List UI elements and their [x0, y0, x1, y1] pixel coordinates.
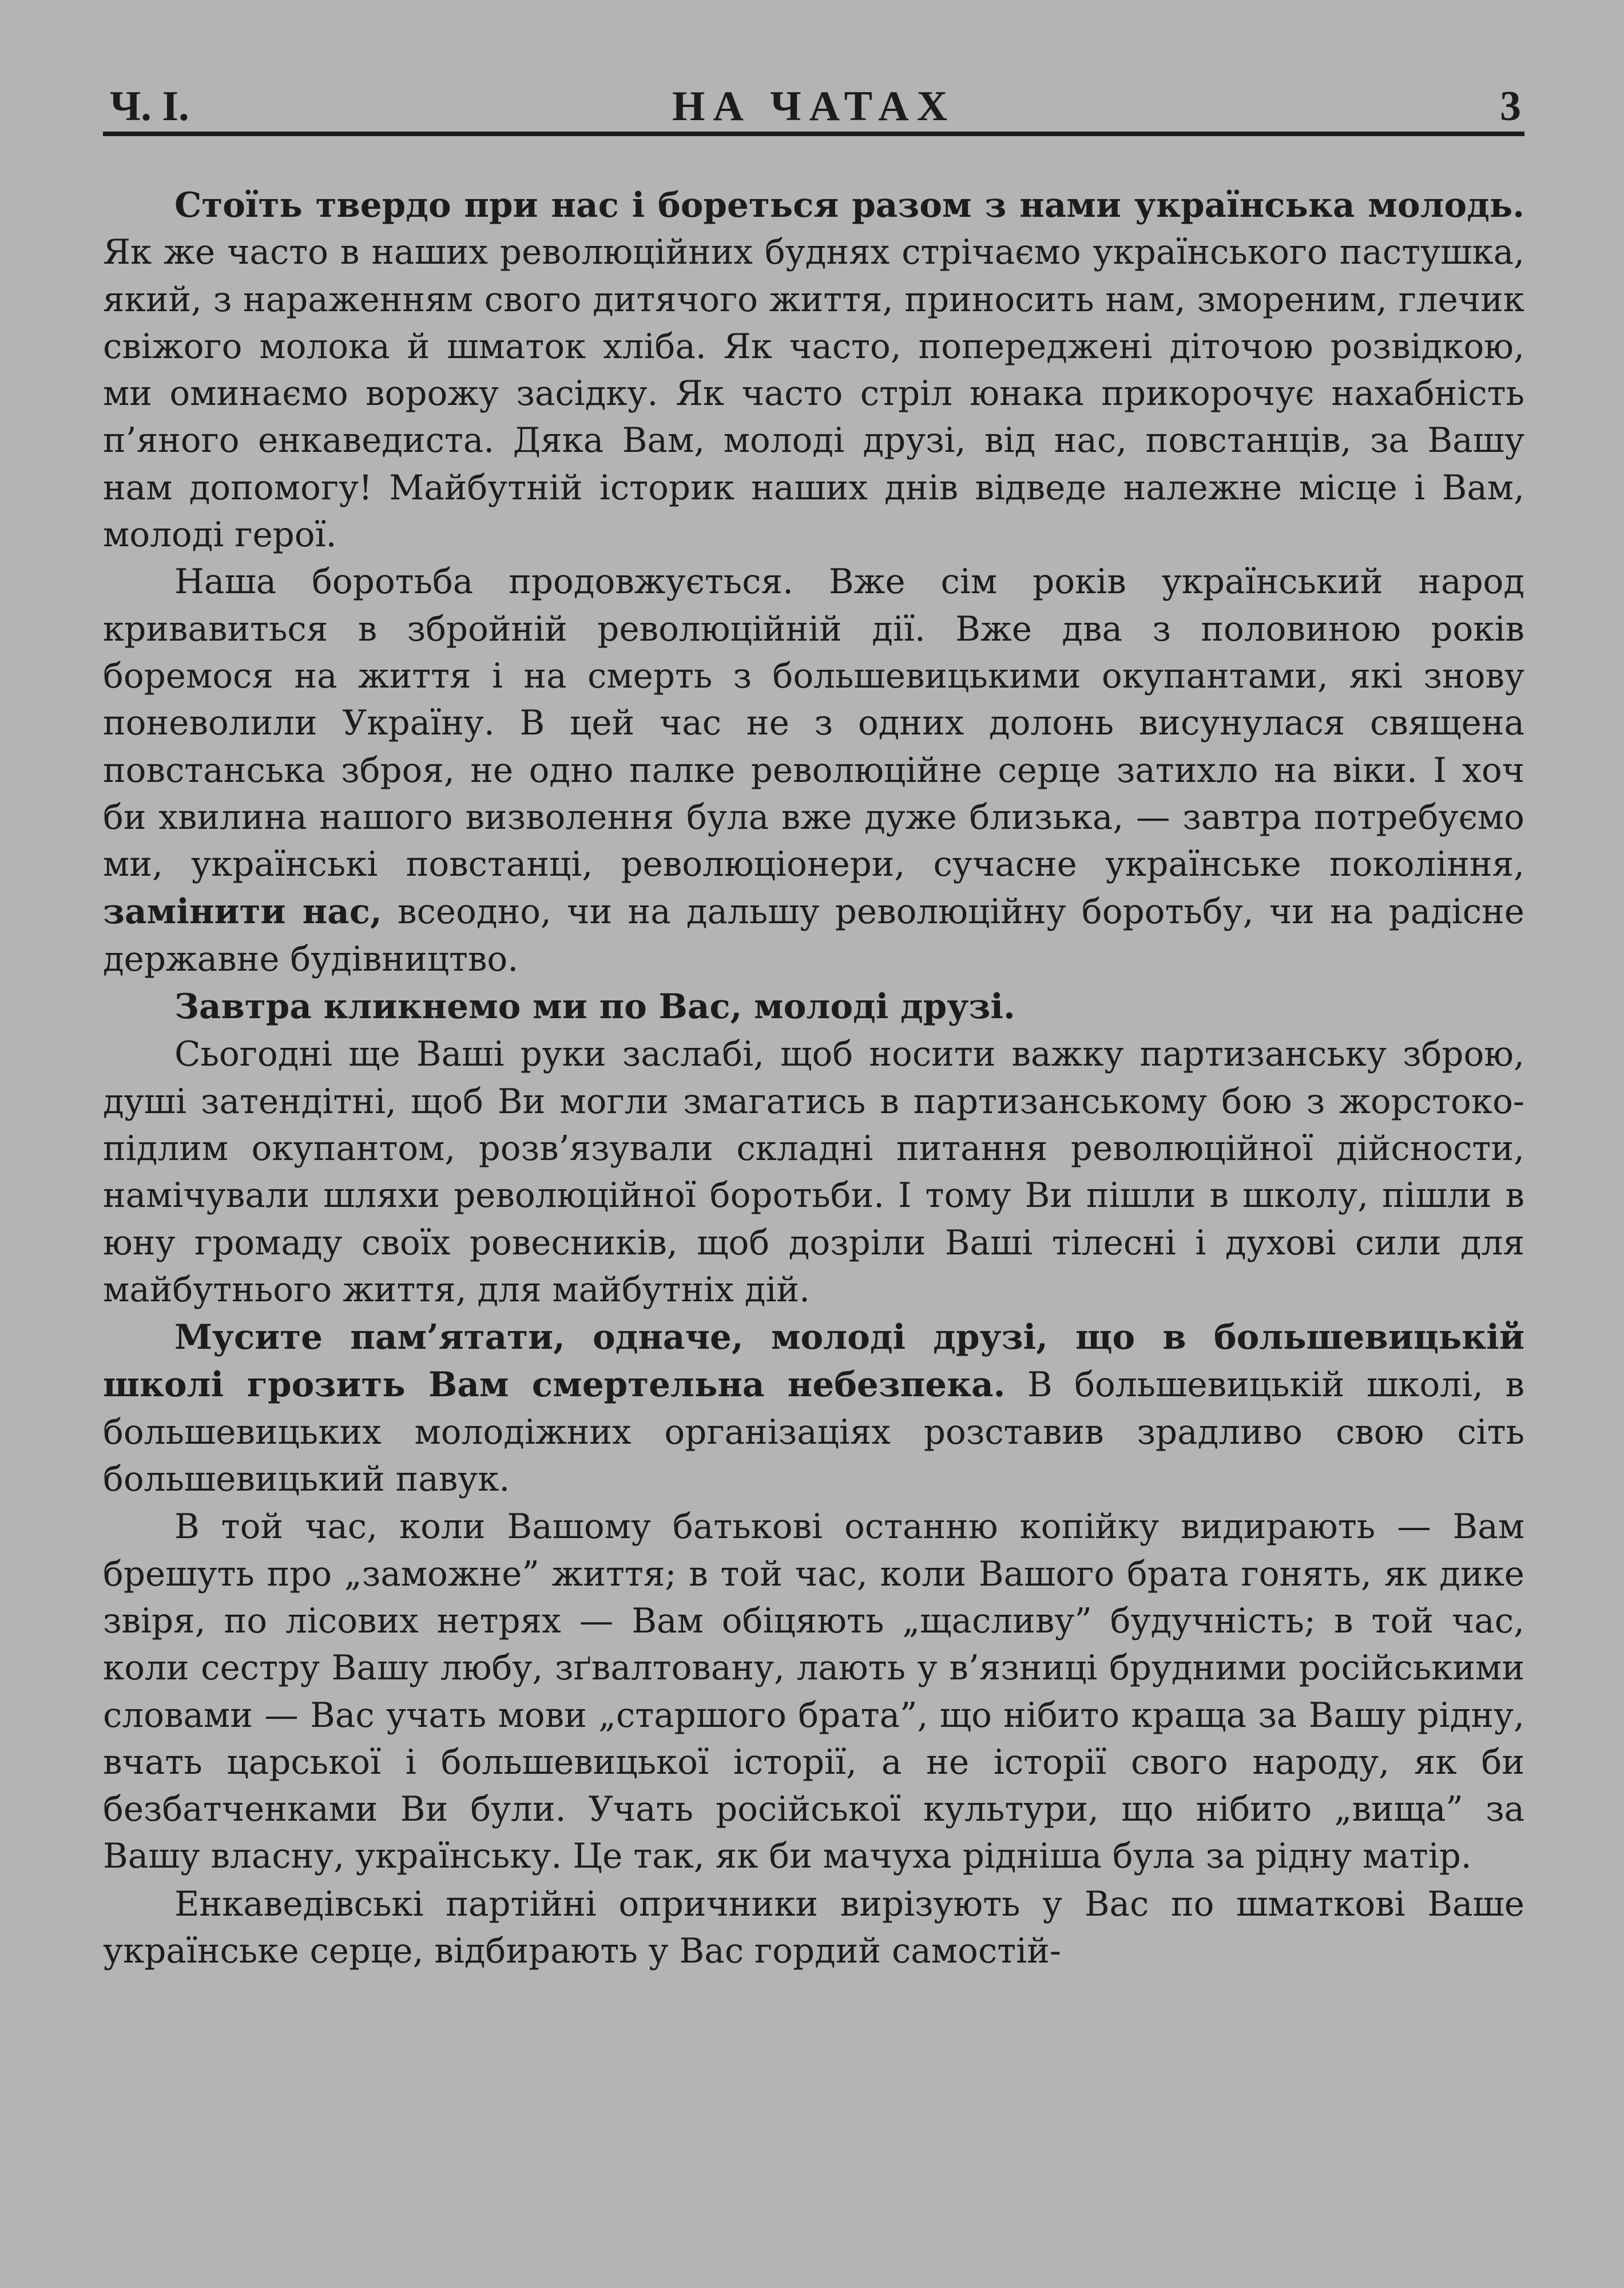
paragraph-youth-support	[103, 182, 1524, 559]
paragraph-text: Енкаведівські партійні опричники вирізують у Вас по шматкові Ваше українське серце, відбирають у Вас гордий самостій-	[103, 1884, 1524, 1971]
running-header	[103, 74, 1524, 132]
paragraph-lies	[103, 1503, 1524, 1880]
running-title: НА ЧАТАХ	[672, 83, 956, 130]
header-rule	[103, 132, 1524, 136]
paragraph-oprichniki	[103, 1881, 1524, 1976]
page-number: 3	[1500, 83, 1521, 130]
paragraph-struggle	[103, 559, 1524, 983]
paragraph-text: Наша боротьба продовжується. Вже сім років український народ кривавиться в збройній революційній дії. Вже два з половиною років боремося на життя і на смерть з большевицькими окупантами, які знову поневолили Україну. В цей час не з одних долонь висунулася священа повстанська зброя, не одно палке революційне серце затихло на віки. І хоч би хвилина нашого визволення була вже дуже близька, — завтра потребуємо ми, українські повстанці, революціонери, сучасне українське покоління,	[103, 562, 1524, 885]
paragraph-bold-lead: Завтра кликнемо ми по Вас, молоді друзі.	[174, 987, 1015, 1027]
paragraph-school	[103, 1031, 1524, 1314]
paragraph-text: всеодно, чи на дальшу революційну боротьбу, чи на радісне державне будівництво.	[103, 892, 1524, 979]
paragraph-text: В той час, коли Вашому батькові останню копійку видирають — Вам брешуть про „заможне” життя; в той час, коли Вашого брата гонять, як дике звіря, по лісових нетрях — Вам обіцяють „щасливу” будучність; в той час, коли сестру Вашу любу, зґвалтовану, лають у в’язниці брудними російськими словами — Вас учать мови „старшого брата”, що нібито краща за Вашу рідну, вчать царської і большевицької історії, а не історії свого народу, як би безбатченками Ви були. Учать російської культури, що нібито „вища” за Вашу власну, українську. Це так, як би мачуха рідніша була за рідну матір.	[103, 1507, 1524, 1877]
paragraph-bold-lead: Стоїть твердо при нас і бореться разом з нами українська молодь.	[174, 185, 1524, 225]
paragraph-text: Як же часто в наших революційних буднях стрічаємо українського пастушка, який, з нараженням свого дитячого життя, приносить нам, змореним, глечик свіжого молока й шматок хліба. Як часто, попереджені діточою розвідкою, ми оминаємо ворожу засідку. Як часто стріл юнака прикорочує нахабність п’яного енкаведиста. Дяка Вам, молоді друзі, від нас, повстанців, за Вашу нам допомогу! Майбутній історик наших днів відведе належне місце і Вам, молоді герої.	[103, 233, 1524, 555]
section-label: Ч. І.	[110, 83, 189, 130]
body-text	[103, 182, 1524, 1975]
paragraph-bold-phrase: замінити нас,	[103, 892, 382, 932]
paragraph-danger	[103, 1314, 1524, 1503]
paragraph-text: Сьогодні ще Ваші руки заслабі, щоб носити важку партизанську зброю, душі затендітні, щоб Ви могли змагатись в партизанському бою з жорстоко-підлим окупантом, розв’язували складні питання революційної дійсности, намічували шляхи революційної боротьби. І тому Ви пішли в школу, пішли в юну громаду своїх ровесників, щоб дозріли Ваші тілесні і духові сили для майбутнього життя, для майбутніх дій.	[103, 1035, 1524, 1310]
paragraph-text: В большевицькій школі, в большевицьких молодіжних організаціях розставив зрадливо свою сіть большевицький павук.	[103, 1365, 1524, 1500]
paragraph-bold-lead: Мусите пам’ятати, одначе, молоді друзі, що в большевицькій школі грозить Вам смертельна небезпека.	[103, 1317, 1524, 1405]
paragraph-call	[103, 983, 1524, 1031]
